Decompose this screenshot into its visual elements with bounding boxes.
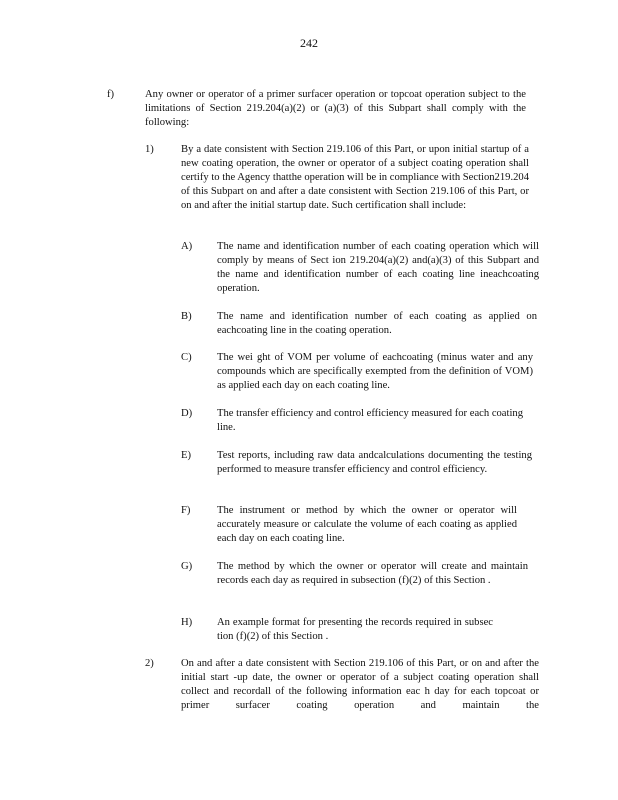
item-label: f) <box>107 89 115 100</box>
subitem-label: F) <box>181 505 191 516</box>
subitem-label: A) <box>181 241 193 252</box>
subitem-label: D) <box>181 408 193 419</box>
subitem-text: Test reports, including raw data andcalculations documenting the testing performed to measure transfer efficiency and control efficiency. <box>217 450 532 475</box>
subitem-label: G) <box>181 561 193 572</box>
item-label: 1) <box>145 144 154 155</box>
paragraph-2: On and after a date consistent with Section 219.106 of this Part, or on and after the initial start -up date, the owner or operator of a subject coating operation shall collect and recordall of the following information eac h day for each topcoat or primer surfacer coating operation and maintain the <box>181 658 539 711</box>
subitem-label: E) <box>181 450 191 461</box>
subitem-label: B) <box>181 311 192 322</box>
subitem-text: The method by which the owner or operator will create and maintain records each day as required in subsection (f)(2) of this Section . <box>217 561 528 586</box>
subitem-text: The name and identification number of each coating as applied on eachcoating line in the coating operation. <box>217 311 537 336</box>
subitem-label: C) <box>181 352 192 363</box>
subitem-text: The name and identification number of each coating operation which will comply by means of Sect ion 219.204(a)(2) and(a)(3) of this Subpart and the name and identification number of each coating line ineachcoating operation. <box>217 241 539 294</box>
subitem-label: H) <box>181 617 193 628</box>
subitem-text: The instrument or method by which the owner or operator will accurately measure or calculate the volume of each coating as applied each day on each coating line. <box>217 505 517 544</box>
subitem-text: An example format for presenting the records required in subsec tion (f)(2) of this Section . <box>217 617 493 642</box>
page-number: 242 <box>300 36 318 50</box>
paragraph-1: By a date consistent with Section 219.106 of this Part, or upon initial startup of a new coating operation, the owner or operator of a subject coating operation shall certify to the Agency thatthe operation will be in compliance with Section219.204 of this Subpart on and after a date consistent with Section 219.106 of this Part, or on and after the initial startup date. Such certification shall include: <box>181 144 529 211</box>
subitem-text: The wei ght of VOM per volume of eachcoating (minus water and any compounds which are specifically exempted from the definition of VOM) as applied each day on each coating line. <box>217 352 533 391</box>
paragraph-f: Any owner or operator of a primer surfacer operation or topcoat operation subject to the limitations of Section 219.204(a)(2) or (a)(3) of this Subpart shall comply with the following: <box>145 89 526 128</box>
subitem-text: The transfer efficiency and control efficiency measured for each coating line. <box>217 408 523 433</box>
item-label: 2) <box>145 658 154 669</box>
